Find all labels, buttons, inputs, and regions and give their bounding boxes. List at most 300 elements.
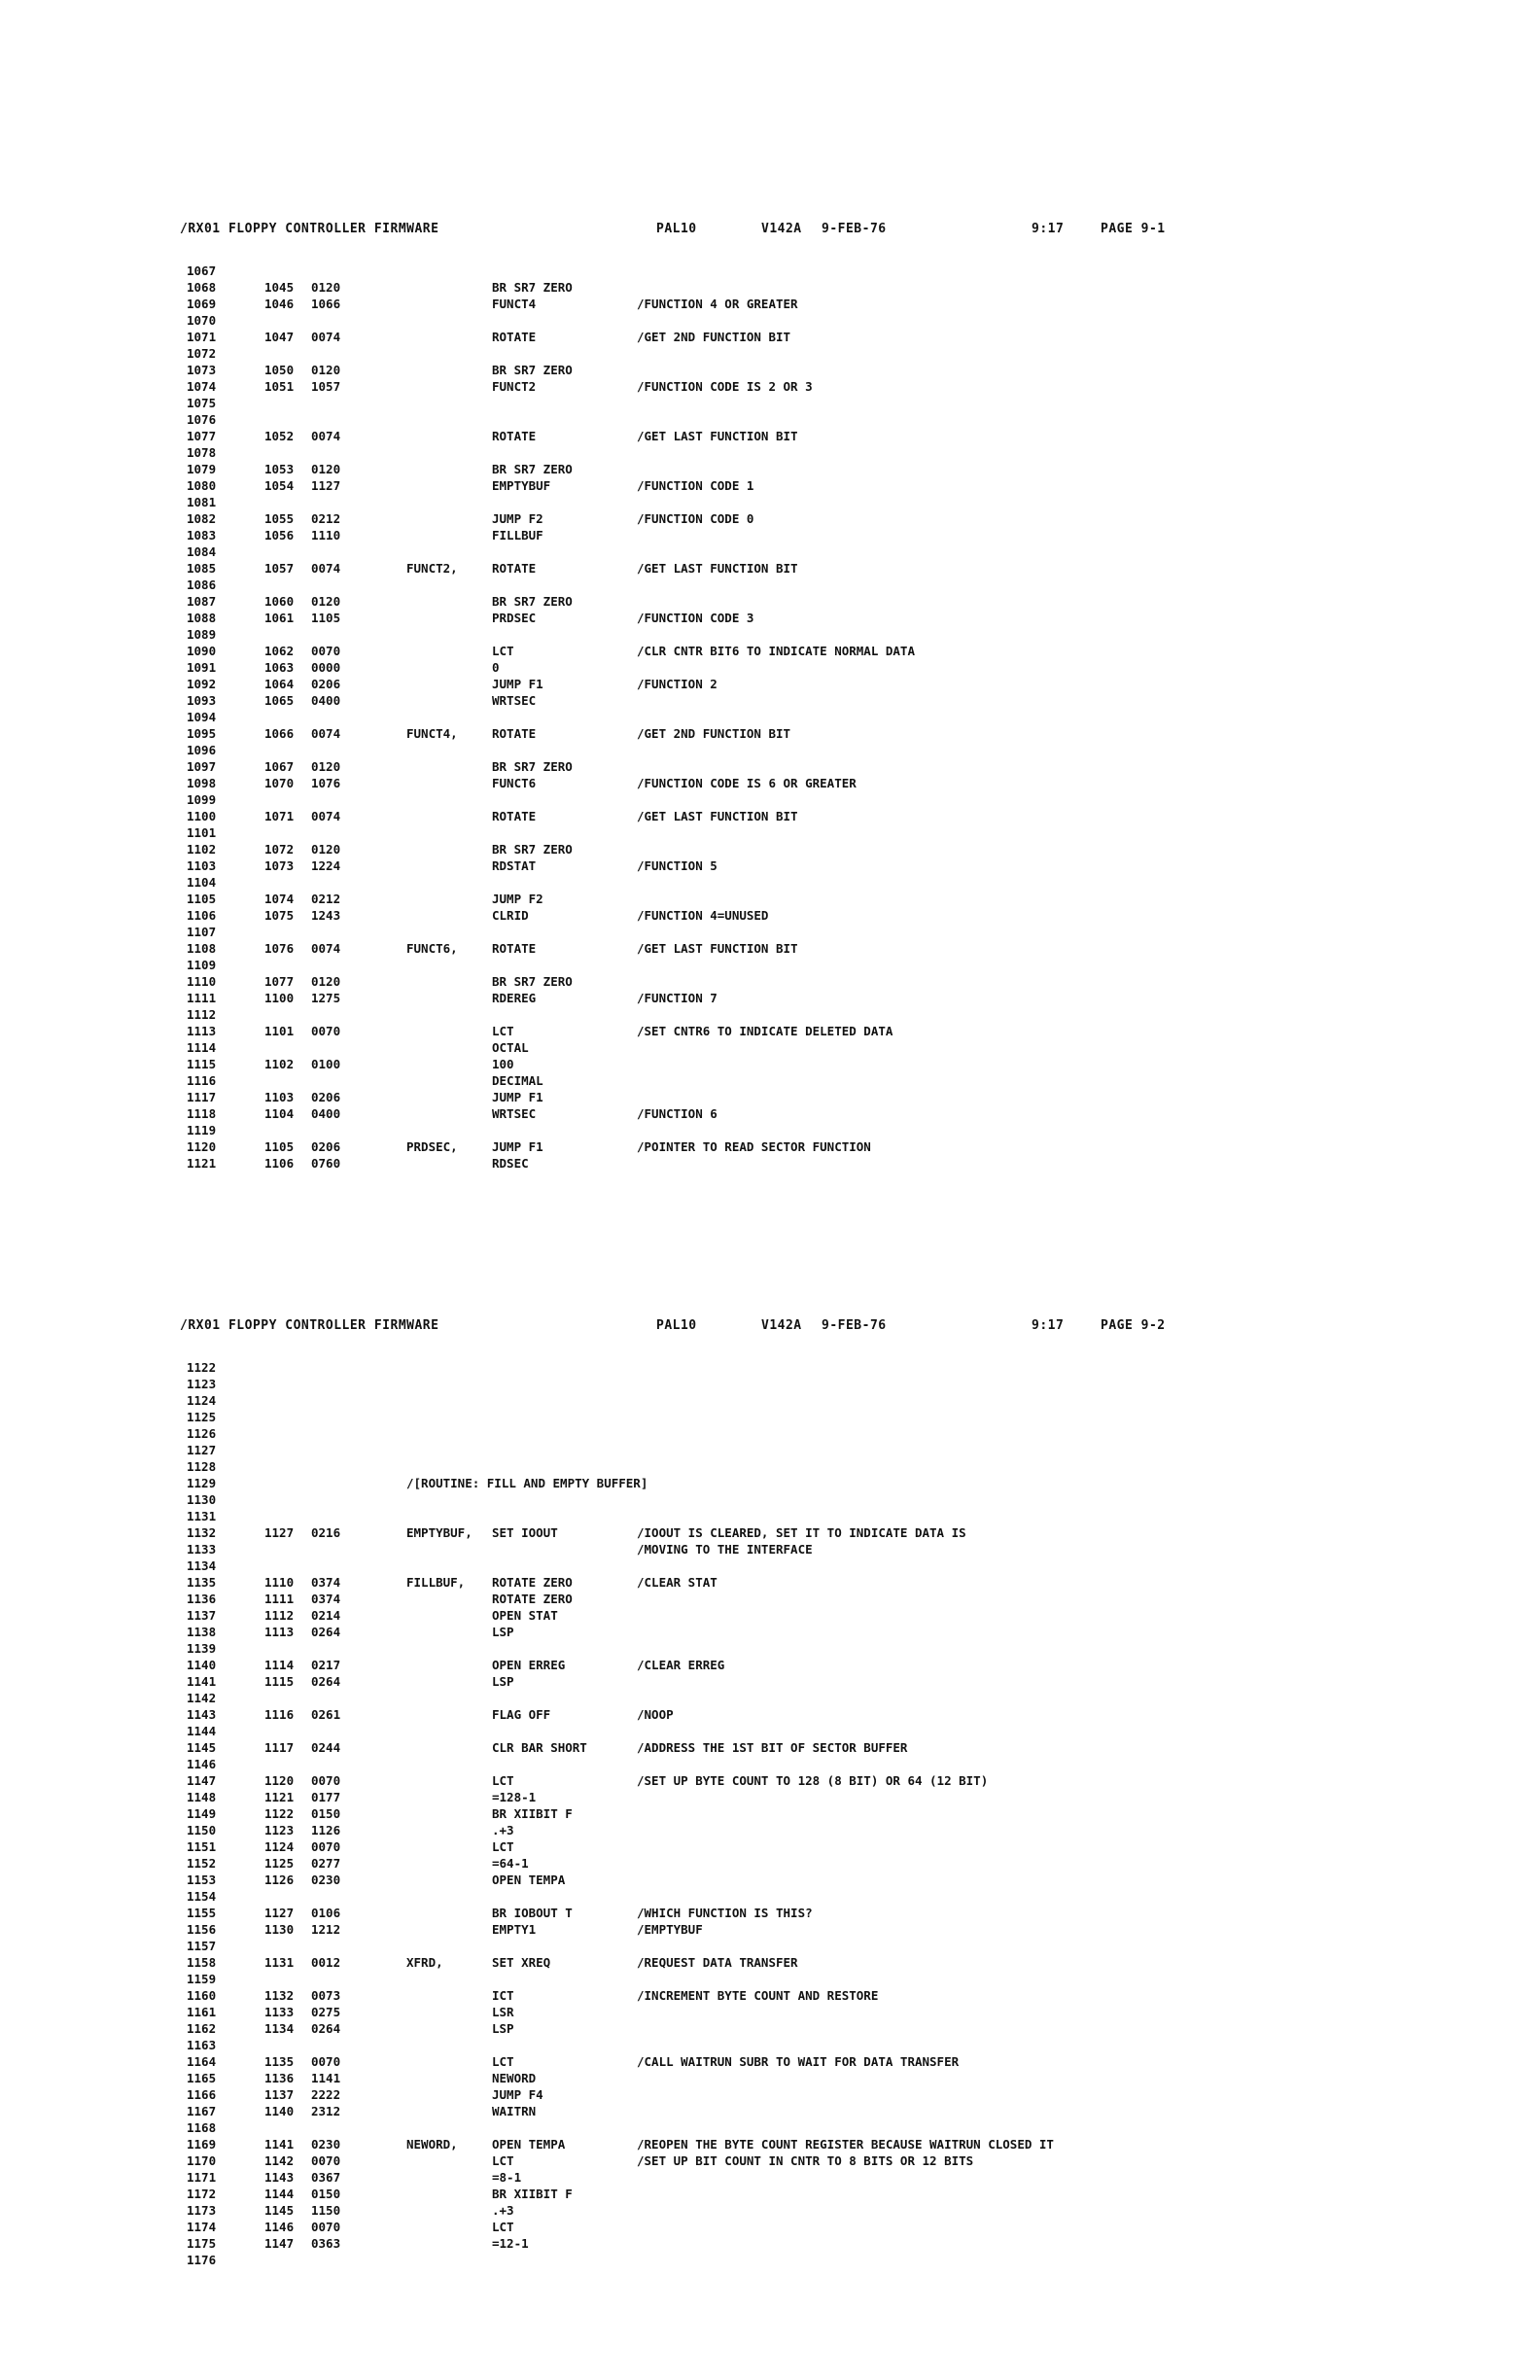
line-number: 1102: [187, 842, 217, 857]
address: 1143: [264, 2170, 295, 2185]
line-number: 1128: [187, 1459, 217, 1474]
octal-word: 0374: [311, 1592, 341, 1606]
listing-line: [0, 477, 1540, 494]
listing-line: [0, 2020, 1540, 2037]
page-number: PAGE 9-2: [1101, 1318, 1166, 1333]
listing-line: [0, 1376, 1540, 1392]
line-number: 1167: [187, 2104, 217, 2118]
line-number: 1114: [187, 1040, 217, 1055]
address: 1124: [264, 1839, 295, 1854]
octal-word: 0212: [311, 892, 341, 906]
instruction: ROTATE: [492, 941, 537, 956]
comment: /FUNCTION CODE 1: [637, 478, 754, 493]
line-number: 1161: [187, 2005, 217, 2019]
listing-line: [0, 1938, 1540, 1954]
address: 1104: [264, 1106, 295, 1121]
address: 1111: [264, 1592, 295, 1606]
line-number: 1088: [187, 611, 217, 625]
octal-word: 0070: [311, 2220, 341, 2234]
address: 1146: [264, 2220, 295, 2234]
comment: /CLR CNTR BIT6 TO INDICATE NORMAL DATA: [637, 644, 915, 658]
address: 1126: [264, 1872, 295, 1887]
line-number: 1117: [187, 1090, 217, 1104]
address: 1077: [264, 974, 295, 989]
address: 1142: [264, 2153, 295, 2168]
instruction: LCT: [492, 644, 514, 658]
listing-line: [0, 510, 1540, 527]
octal-word: 0760: [311, 1156, 341, 1171]
octal-word: 0074: [311, 726, 341, 741]
listing-line: [0, 1458, 1540, 1475]
instruction: RDEREG: [492, 991, 537, 1005]
address: 1073: [264, 858, 295, 873]
line-number: 1166: [187, 2087, 217, 2102]
line-number: 1139: [187, 1641, 217, 1656]
listing-line: [0, 444, 1540, 461]
assembler-name: PAL10: [656, 1318, 697, 1333]
label: NEWORD,: [406, 2137, 458, 2152]
listing-line: [0, 577, 1540, 593]
line-number: 1078: [187, 445, 217, 460]
listing-line: [0, 643, 1540, 659]
address: 1103: [264, 1090, 295, 1104]
listing-line: [0, 725, 1540, 742]
octal-word: 1110: [311, 528, 341, 542]
instruction: JUMP F1: [492, 1139, 543, 1154]
listing-date: 9-FEB-76: [822, 1318, 887, 1333]
listing-line: [0, 1409, 1540, 1425]
octal-word: 1066: [311, 297, 341, 311]
line-number: 1116: [187, 1073, 217, 1088]
comment: /REQUEST DATA TRANSFER: [637, 1955, 798, 1970]
address: 1055: [264, 511, 295, 526]
instruction: BR XIIBIT F: [492, 2187, 573, 2201]
line-number: 1106: [187, 908, 217, 923]
octal-word: 1275: [311, 991, 341, 1005]
octal-word: 1076: [311, 776, 341, 790]
instruction: DECIMAL: [492, 1073, 543, 1088]
octal-word: 0216: [311, 1525, 341, 1540]
address: 1116: [264, 1707, 295, 1722]
line-number: 1085: [187, 561, 217, 576]
instruction: OPEN ERREG: [492, 1658, 566, 1672]
comment: /FUNCTION CODE 0: [637, 511, 754, 526]
comment: /SET UP BIT COUNT IN CNTR TO 8 BITS OR 12 BITS: [637, 2153, 974, 2168]
listing-line: [0, 1524, 1540, 1541]
address: 1106: [264, 1156, 295, 1171]
listing-line: [0, 924, 1540, 940]
listing-line: [0, 990, 1540, 1006]
listing-line: [0, 1591, 1540, 1607]
comment: /CLEAR ERREG: [637, 1658, 725, 1672]
line-number: 1073: [187, 363, 217, 377]
comment: /FUNCTION 2: [637, 677, 718, 691]
address: 1115: [264, 1674, 295, 1689]
instruction: 100: [492, 1057, 514, 1071]
listing-line: [0, 1491, 1540, 1508]
instruction: JUMP F1: [492, 1090, 543, 1104]
comment: /INCREMENT BYTE COUNT AND RESTORE: [637, 1988, 879, 2003]
listing-line: [0, 676, 1540, 692]
line-number: 1090: [187, 644, 217, 658]
instruction: ROTATE: [492, 809, 537, 823]
address: 1102: [264, 1057, 295, 1071]
listing-line: [0, 610, 1540, 626]
comment: /POINTER TO READ SECTOR FUNCTION: [637, 1139, 871, 1154]
octal-word: 0120: [311, 759, 341, 774]
listing-line: [0, 593, 1540, 610]
instruction: ROTATE ZERO: [492, 1592, 573, 1606]
listing-line: [0, 874, 1540, 891]
line-number: 1079: [187, 462, 217, 476]
line-number: 1072: [187, 346, 217, 361]
line-number: 1075: [187, 396, 217, 410]
listing-line: [0, 1706, 1540, 1723]
label: PRDSEC,: [406, 1139, 458, 1154]
listing-line: [0, 1359, 1540, 1376]
listing-line: [0, 1987, 1540, 2004]
address: 1134: [264, 2021, 295, 2036]
octal-word: 0120: [311, 363, 341, 377]
listing-line: [0, 262, 1540, 279]
listing-line: [0, 2136, 1540, 2152]
comment: /GET 2ND FUNCTION BIT: [637, 330, 791, 344]
instruction: WRTSEC: [492, 693, 537, 708]
listing-line: [0, 957, 1540, 973]
line-number: 1095: [187, 726, 217, 741]
comment: /EMPTYBUF: [637, 1922, 703, 1937]
listing-line: [0, 2186, 1540, 2202]
line-number: 1148: [187, 1790, 217, 1804]
line-number: 1153: [187, 1872, 217, 1887]
listing-time: 9:17: [1032, 222, 1065, 236]
line-number: 1105: [187, 892, 217, 906]
line-number: 1119: [187, 1123, 217, 1138]
listing-line: [0, 791, 1540, 808]
octal-word: 1057: [311, 379, 341, 394]
line-number: 1141: [187, 1674, 217, 1689]
line-number: 1147: [187, 1773, 217, 1788]
listing-line: [0, 494, 1540, 510]
instruction: RDSTAT: [492, 858, 537, 873]
listing-line: [0, 1855, 1540, 1872]
octal-word: 0230: [311, 2137, 341, 2152]
octal-word: 0206: [311, 677, 341, 691]
listing-line: [0, 1805, 1540, 1822]
line-number: 1149: [187, 1806, 217, 1821]
line-number: 1122: [187, 1360, 217, 1375]
line-number: 1091: [187, 660, 217, 675]
listing-line: [0, 1690, 1540, 1706]
line-number: 1174: [187, 2220, 217, 2234]
listing-line: [0, 1541, 1540, 1558]
octal-word: 0230: [311, 1872, 341, 1887]
octal-word: 0074: [311, 809, 341, 823]
line-number: 1076: [187, 412, 217, 427]
instruction: SET IOOUT: [492, 1525, 558, 1540]
listing-time: 9:17: [1032, 1318, 1065, 1333]
address: 1105: [264, 1139, 295, 1154]
line-number: 1074: [187, 379, 217, 394]
instruction: LCT: [492, 2153, 514, 2168]
listing-line: [0, 1673, 1540, 1690]
octal-word: 0206: [311, 1139, 341, 1154]
line-number: 1098: [187, 776, 217, 790]
listing-line: [0, 709, 1540, 725]
address: 1061: [264, 611, 295, 625]
label: FUNCT2,: [406, 561, 458, 576]
listing-line: [0, 560, 1540, 577]
instruction: BR SR7 ZERO: [492, 594, 573, 609]
address: 1100: [264, 991, 295, 1005]
listing-line: [0, 296, 1540, 312]
instruction: FUNCT6: [492, 776, 537, 790]
listing-line: [0, 1607, 1540, 1624]
label: FUNCT6,: [406, 941, 458, 956]
instruction: EMPTY1: [492, 1922, 537, 1937]
instruction: CLR BAR SHORT: [492, 1740, 587, 1755]
address: 1123: [264, 1823, 295, 1838]
address: 1140: [264, 2104, 295, 2118]
address: 1120: [264, 1773, 295, 1788]
listing-line: [0, 2119, 1540, 2136]
comment: /GET 2ND FUNCTION BIT: [637, 726, 791, 741]
line-number: 1067: [187, 263, 217, 278]
line-number: 1136: [187, 1592, 217, 1606]
instruction: BR SR7 ZERO: [492, 974, 573, 989]
comment: /CLEAR STAT: [637, 1575, 718, 1590]
listing-line: [0, 2169, 1540, 2186]
listing-line: [0, 1954, 1540, 1971]
listing-line: [0, 742, 1540, 758]
listing-line: [0, 1138, 1540, 1155]
line-number: 1101: [187, 825, 217, 840]
line-number: 1142: [187, 1691, 217, 1705]
octal-word: 0206: [311, 1090, 341, 1104]
comment: /WHICH FUNCTION IS THIS?: [637, 1906, 813, 1920]
address: 1114: [264, 1658, 295, 1672]
octal-word: 0106: [311, 1906, 341, 1920]
octal-word: 0275: [311, 2005, 341, 2019]
listing-line: [0, 1756, 1540, 1772]
address: 1130: [264, 1922, 295, 1937]
line-number: 1171: [187, 2170, 217, 2185]
line-number: 1175: [187, 2236, 217, 2251]
line-number: 1084: [187, 544, 217, 559]
listing-line: [0, 2004, 1540, 2020]
line-number: 1068: [187, 280, 217, 295]
comment: /FUNCTION 7: [637, 991, 718, 1005]
listing-line: [0, 1155, 1540, 1172]
instruction: .+3: [492, 2203, 514, 2218]
line-number: 1143: [187, 1707, 217, 1722]
line-number: 1135: [187, 1575, 217, 1590]
instruction: LCT: [492, 2054, 514, 2069]
line-number: 1138: [187, 1625, 217, 1639]
instruction: =12-1: [492, 2236, 529, 2251]
octal-word: 0074: [311, 330, 341, 344]
line-number: 1109: [187, 958, 217, 972]
address: 1050: [264, 363, 295, 377]
comment: /GET LAST FUNCTION BIT: [637, 809, 798, 823]
instruction: ROTATE: [492, 330, 537, 344]
comment: /SET UP BYTE COUNT TO 128 (8 BIT) OR 64 (12 BIT): [637, 1773, 989, 1788]
octal-word: 0214: [311, 1608, 341, 1623]
listing-line: [0, 1006, 1540, 1023]
octal-word: 0264: [311, 1625, 341, 1639]
address: 1147: [264, 2236, 295, 2251]
line-number: 1108: [187, 941, 217, 956]
listing-line: [0, 2219, 1540, 2235]
listing-line: [0, 2070, 1540, 2086]
listing-line: [0, 659, 1540, 676]
address: 1046: [264, 297, 295, 311]
listing-line: [0, 1872, 1540, 1888]
instruction: WRTSEC: [492, 1106, 537, 1121]
instruction: FLAG OFF: [492, 1707, 551, 1722]
listing-line: [0, 279, 1540, 296]
listing-title: /RX01 FLOPPY CONTROLLER FIRMWARE: [180, 222, 439, 236]
assembler-name: PAL10: [656, 222, 697, 236]
line-number: 1099: [187, 792, 217, 807]
instruction: ROTATE: [492, 561, 537, 576]
instruction: ROTATE: [492, 726, 537, 741]
listing-line: [0, 461, 1540, 477]
line-number: 1162: [187, 2021, 217, 2036]
address: 1113: [264, 1625, 295, 1639]
address: 1117: [264, 1740, 295, 1755]
octal-word: 0363: [311, 2236, 341, 2251]
address: 1074: [264, 892, 295, 906]
listing-line: [0, 1056, 1540, 1072]
listing-line: [0, 891, 1540, 907]
listing-line: [0, 808, 1540, 824]
instruction: ICT: [492, 1988, 514, 2003]
octal-word: 1224: [311, 858, 341, 873]
listing-line: [0, 2202, 1540, 2219]
octal-word: 2222: [311, 2087, 341, 2102]
listing-line: [0, 1905, 1540, 1921]
line-number: 1083: [187, 528, 217, 542]
page-number: PAGE 9-1: [1101, 222, 1166, 236]
listing-line: [0, 2152, 1540, 2169]
listing-line: [0, 1089, 1540, 1105]
instruction: OPEN TEMPA: [492, 2137, 566, 2152]
line-number: 1172: [187, 2187, 217, 2201]
listing-line: [0, 1971, 1540, 1987]
octal-word: 0070: [311, 644, 341, 658]
label: EMPTYBUF,: [406, 1525, 472, 1540]
instruction: 0: [492, 660, 500, 675]
address: 1052: [264, 429, 295, 443]
line-number: 1113: [187, 1024, 217, 1038]
line-number: 1097: [187, 759, 217, 774]
listing-line: [0, 858, 1540, 874]
octal-word: 0100: [311, 1057, 341, 1071]
line-number: 1164: [187, 2054, 217, 2069]
octal-word: 0070: [311, 2153, 341, 2168]
instruction: FUNCT4: [492, 297, 537, 311]
instruction: =8-1: [492, 2170, 522, 2185]
listing-line: [0, 775, 1540, 791]
octal-word: 0074: [311, 941, 341, 956]
listing-line: [0, 1425, 1540, 1442]
line-number: 1100: [187, 809, 217, 823]
octal-word: 2312: [311, 2104, 341, 2118]
octal-word: 0374: [311, 1575, 341, 1590]
line-number: 1145: [187, 1740, 217, 1755]
comment: /IOOUT IS CLEARED, SET IT TO INDICATE DATA IS: [637, 1525, 966, 1540]
instruction: LCT: [492, 1773, 514, 1788]
code-lines: [0, 262, 1540, 1172]
octal-word: 1212: [311, 1922, 341, 1937]
comment: /NOOP: [637, 1707, 674, 1722]
line-number: 1131: [187, 1509, 217, 1523]
line-number: 1089: [187, 627, 217, 642]
address: 1056: [264, 528, 295, 542]
octal-word: 0073: [311, 1988, 341, 2003]
comment: /CALL WAITRUN SUBR TO WAIT FOR DATA TRANSFER: [637, 2054, 960, 2069]
line-number: 1137: [187, 1608, 217, 1623]
line-number: 1134: [187, 1558, 217, 1573]
listing-line: [0, 1789, 1540, 1805]
instruction: =128-1: [492, 1790, 537, 1804]
assembler-version: V142A: [761, 222, 802, 236]
listing-line: [0, 841, 1540, 858]
octal-word: 1126: [311, 1823, 341, 1838]
listing-line: [0, 1888, 1540, 1905]
instruction: BR SR7 ZERO: [492, 363, 573, 377]
instruction: OCTAL: [492, 1040, 529, 1055]
code-lines: [0, 1359, 1540, 2268]
octal-word: 1127: [311, 478, 341, 493]
listing-line: [0, 2252, 1540, 2268]
comment: /FUNCTION 5: [637, 858, 718, 873]
instruction: LCT: [492, 1839, 514, 1854]
address: 1122: [264, 1806, 295, 1821]
address: 1070: [264, 776, 295, 790]
listing-line: [0, 362, 1540, 378]
comment: /FUNCTION CODE IS 2 OR 3: [637, 379, 813, 394]
line-number: 1112: [187, 1007, 217, 1022]
line-number: 1111: [187, 991, 217, 1005]
address: 1132: [264, 1988, 295, 2003]
address: 1051: [264, 379, 295, 394]
comment: /SET CNTR6 TO INDICATE DELETED DATA: [637, 1024, 893, 1038]
comment: /MOVING TO THE INTERFACE: [637, 1542, 813, 1557]
address: 1054: [264, 478, 295, 493]
listing-line: [0, 940, 1540, 957]
instruction: BR IOBOUT T: [492, 1906, 573, 1920]
listing-line: [0, 329, 1540, 345]
address: 1065: [264, 693, 295, 708]
octal-word: 0264: [311, 1674, 341, 1689]
octal-word: 0012: [311, 1955, 341, 1970]
listing-line: [0, 1558, 1540, 1574]
listing-line: [0, 378, 1540, 395]
line-number: 1080: [187, 478, 217, 493]
instruction: BR SR7 ZERO: [492, 759, 573, 774]
listing-line: [0, 1574, 1540, 1591]
address: 1057: [264, 561, 295, 576]
listing-line: [0, 312, 1540, 329]
address: 1141: [264, 2137, 295, 2152]
address: 1137: [264, 2087, 295, 2102]
octal-word: 0120: [311, 462, 341, 476]
instruction: LCT: [492, 1024, 514, 1038]
instruction: PRDSEC: [492, 611, 537, 625]
instruction: BR XIIBIT F: [492, 1806, 573, 1821]
